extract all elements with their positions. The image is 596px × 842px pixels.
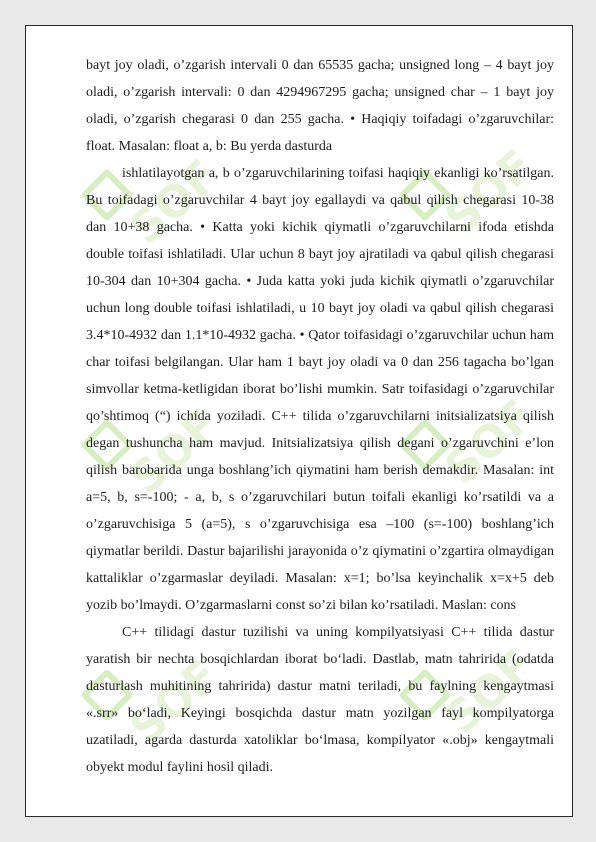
watermark: SOF [120, 400, 229, 505]
document-body [86, 52, 554, 781]
watermark: SOF [120, 150, 229, 255]
paragraph: C++ tilidagi dastur tuzilishi va uning kompilyatsiyasi C++ tilida dastur yaratish bir nechta bosqichlardan iborat bo‘ladi. Dastlab, matn tahririda (odatda dasturlash muhitining tahririda) dastur matni teriladi, bu faylning kengaytmasi «.srr» bo‘ladi, Keyingi bosqichda dastur matn yozilgan fayl kompilyatorga uzatiladi, agarda dasturda xatoliklar bo‘lmasa, kompilyator «.obj» kengaytmali obyekt modul faylini hosil qiladi. [86, 625, 554, 775]
document-page [25, 25, 573, 817]
paragraph: ishlatilayotgan a, b o’zgaruvchilarining toifasi haqiqiy ekanligi ko’rsatilgan. Bu toifadagi o’zgaruvchilar 4 bayt joy egallaydi va qabul qilish chegarasi 10-38 dan 10+38 gacha. • Katta yoki kichik qiymatli o’zgaruvchilarni ifoda etishda double toifasi ishlatiladi. Ular uchun 8 bayt joy ajratiladi va qabul qilish chegarasi 10-304 dan 10+304 gacha. • Juda katta yoki juda kichik qiymatli o’zgaruvchilar uchun long double toifasi ishlatiladi, u 10 bayt joy oladi va qabul qilish chegarasi 3.4*10-4932 dan 1.1*10-4932 gacha. • Qator toifasidagi o’zgaruvchilar uchun ham char toifasi belgilangan. Ular ham 1 bayt joy oladi va 0 dan 256 tagacha bo’lgan simvollar ketma-ketligidan iborat bo’lishi mumkin. Satr toifasidagi o’zgaruvchilar qo’shtimoq (“) ichida yoziladi. C++ tilida o’zgaruvchilarni initsializatsiya qilish degan tushuncha ham mavjud. Initsializatsiya qilish degani o’zgaruvchini e’lon qilish barobarida unga boshlang’ich qiymatini ham berish demakdir. Masalan: int a=5, b, s=-100; - a, b, s o’zgaruvchilari butun toifali ekanligi ko’rsatildi va a o’zgaruvchisiga 5 (a=5), s o’zgaruvchisiga esa –100 (s=-100) boshlang’ich qiymatlar berildi. Dastur bajarilishi jarayonida o’z qiymatini o’zgartira olmaydigan kattaliklar o’zgarmaslar deyiladi. Masalan: x=1; bo’lsa keyinchalik x=x+5 deb yozib bo’lmaydi. O’zgarmaslarni const so’zi bilan ko’rsatiladi. Maslan: cons [86, 166, 554, 613]
watermark: SOF [435, 140, 544, 245]
paragraph: bayt joy oladi, o’zgarish intervali 0 dan 65535 gacha; unsigned long – 4 bayt joy oladi, o’zgarish intervali: 0 dan 4294967295 gacha; unsigned char – 1 bayt joy oladi, o’zgarish chegarasi 0 dan 255 gacha. • Haqiqiy toifadagi o’zgaruvchilar: float. Masalan: float a, b: Bu yerda dasturda [86, 58, 554, 154]
watermark: SOF [435, 390, 544, 495]
watermark: SOF [435, 640, 544, 745]
watermark: SOF [120, 650, 229, 755]
